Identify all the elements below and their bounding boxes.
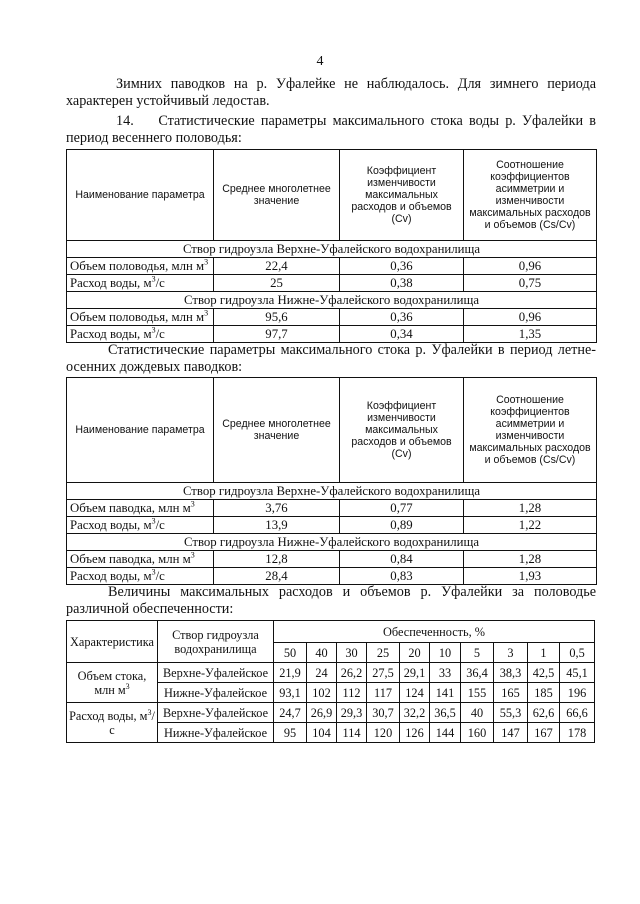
page-number: 4: [316, 54, 324, 69]
cell-cs-cv: 0,96: [464, 258, 597, 275]
col-header-probability: Обеспеченность, %: [274, 621, 595, 643]
paragraph-winter-floods: Зимних паводков на р. Уфалейке не наблюдалось. Для зимнего периода характерен устойчивый ледостав.: [66, 76, 596, 109]
value-cell: 40: [461, 703, 494, 723]
site-lower: Нижне-Уфалейское: [158, 683, 274, 703]
cell-cs-cv: 0,75: [464, 275, 597, 292]
row-label: Расход воды, $м^3/с$: [67, 275, 214, 292]
col-header-param: Наименование параметра: [67, 150, 214, 241]
prob-cell: 1: [528, 643, 560, 663]
value-cell: 147: [494, 723, 528, 743]
table-row: [67, 275, 597, 292]
cell-cv: 0,34: [340, 326, 464, 343]
section-lower-ufaley: Створ гидроузла Нижне-Уфалейского водохранилища: [67, 292, 597, 309]
row-label: Расход воды, $м^3/с$: [67, 326, 214, 343]
cell-mean: 22,4: [214, 258, 340, 275]
cell-cv: 0,84: [340, 551, 464, 568]
spring-flood-params-table: [66, 149, 597, 343]
prob-cell: 30: [337, 643, 367, 663]
col-header-site: Створ гидроузла водохранилища: [158, 621, 274, 663]
cell-cv: 0,36: [340, 258, 464, 275]
prob-cell: 40: [307, 643, 337, 663]
table-row: [67, 703, 595, 723]
value-cell: 178: [560, 723, 595, 743]
row-label: Расход воды, $м^3/с$: [67, 517, 214, 534]
value-cell: 126: [400, 723, 430, 743]
row-label-volume: Объем стока, млн $м^3$: [67, 663, 158, 703]
value-cell: 27,5: [367, 663, 400, 683]
value-cell: 93,1: [274, 683, 307, 703]
value-cell: 141: [430, 683, 461, 703]
value-cell: 24: [307, 663, 337, 683]
cell-cs-cv: 1,22: [464, 517, 597, 534]
value-cell: 112: [337, 683, 367, 703]
cell-cv: 0,83: [340, 568, 464, 585]
value-cell: 160: [461, 723, 494, 743]
cell-mean: 97,7: [214, 326, 340, 343]
value-cell: 36,4: [461, 663, 494, 683]
row-label: Объем половодья, млн $м^3$: [67, 309, 214, 326]
cell-cs-cv: 1,28: [464, 551, 597, 568]
table-row: [67, 309, 597, 326]
value-cell: 185: [528, 683, 560, 703]
value-cell: 36,5: [430, 703, 461, 723]
value-cell: 32,2: [400, 703, 430, 723]
value-cell: 21,9: [274, 663, 307, 683]
paragraph-summer-flood-intro: Статистические параметры максимального стока р. Уфалейки в период летне-осенних дождевых паводков:: [66, 342, 596, 375]
row-label: Расход воды, $м^3/с$: [67, 568, 214, 585]
table-row: [67, 258, 597, 275]
value-cell: 120: [367, 723, 400, 743]
section-upper-ufaley: Створ гидроузла Верхне-Уфалейского водохранилища: [67, 241, 597, 258]
value-cell: 117: [367, 683, 400, 703]
prob-cell: 5: [461, 643, 494, 663]
value-cell: 165: [494, 683, 528, 703]
col-header-param: Наименование параметра: [67, 378, 214, 483]
cell-mean: 13,9: [214, 517, 340, 534]
cell-cv: 0,36: [340, 309, 464, 326]
section-upper-ufaley: Створ гидроузла Верхне-Уфалейского водохранилища: [67, 483, 597, 500]
value-cell: 38,3: [494, 663, 528, 683]
value-cell: 55,3: [494, 703, 528, 723]
value-cell: 26,9: [307, 703, 337, 723]
prob-cell: 3: [494, 643, 528, 663]
cell-mean: 95,6: [214, 309, 340, 326]
table-row: [67, 326, 597, 343]
cell-mean: 28,4: [214, 568, 340, 585]
value-cell: 29,1: [400, 663, 430, 683]
site-lower: Нижне-Уфалейское: [158, 723, 274, 743]
table-row: [67, 663, 595, 683]
paragraph-probability-intro: Величины максимальных расходов и объемов р. Уфалейки за половодье различной обеспеченности:: [66, 584, 596, 617]
value-cell: 155: [461, 683, 494, 703]
value-cell: 124: [400, 683, 430, 703]
cell-cs-cv: 0,96: [464, 309, 597, 326]
cell-mean: 3,76: [214, 500, 340, 517]
value-cell: 104: [307, 723, 337, 743]
table-row: [67, 568, 597, 585]
value-cell: 24,7: [274, 703, 307, 723]
probability-table: [66, 620, 595, 743]
prob-cell: 10: [430, 643, 461, 663]
col-header-cv: Коэффициент изменчивости максимальных расходов и объемов (Cv): [340, 378, 464, 483]
value-cell: 114: [337, 723, 367, 743]
paragraph-spring-flood-intro: 14. Статистические параметры максимального стока воды р. Уфалейки в период весеннего половодья:: [66, 113, 596, 146]
table-header-row: [67, 150, 597, 241]
row-label-discharge: Расход воды, $м^3/с$: [67, 703, 158, 743]
prob-cell: 50: [274, 643, 307, 663]
value-cell: 66,6: [560, 703, 595, 723]
value-cell: 29,3: [337, 703, 367, 723]
table-row: [67, 500, 597, 517]
value-cell: 33: [430, 663, 461, 683]
cell-cv: 0,77: [340, 500, 464, 517]
cell-cs-cv: 1,35: [464, 326, 597, 343]
table-row: [67, 551, 597, 568]
prob-cell: 25: [367, 643, 400, 663]
value-cell: 45,1: [560, 663, 595, 683]
summer-flood-params-table: [66, 377, 597, 585]
value-cell: 167: [528, 723, 560, 743]
prob-cell: 0,5: [560, 643, 595, 663]
site-upper: Верхне-Уфалейское: [158, 663, 274, 683]
cell-mean: 25: [214, 275, 340, 292]
col-header-cs-cv: Соотношение коэффициентов асимметрии и изменчивости максимальных расходов и объемов (Cs/Cv): [464, 378, 597, 483]
cell-cs-cv: 1,93: [464, 568, 597, 585]
col-header-mean: Среднее многолетнее значение: [214, 150, 340, 241]
cell-cv: 0,38: [340, 275, 464, 292]
table-row: [67, 517, 597, 534]
value-cell: 30,7: [367, 703, 400, 723]
col-header-characteristic: Характеристика: [67, 621, 158, 663]
value-cell: 102: [307, 683, 337, 703]
value-cell: 144: [430, 723, 461, 743]
value-cell: 26,2: [337, 663, 367, 683]
row-label: Объем паводка, млн $м^3$: [67, 551, 214, 568]
prob-cell: 20: [400, 643, 430, 663]
cell-cs-cv: 1,28: [464, 500, 597, 517]
col-header-cv: Коэффициент изменчивости максимальных расходов и объемов (Cv): [340, 150, 464, 241]
cell-cv: 0,89: [340, 517, 464, 534]
table-header-row: [67, 378, 597, 483]
col-header-mean: Среднее многолетнее значение: [214, 378, 340, 483]
col-header-cs-cv: Соотношение коэффициентов асимметрии и изменчивости максимальных расходов и объемов (Cs/Cv): [464, 150, 597, 241]
section-lower-ufaley: Створ гидроузла Нижне-Уфалейского водохранилища: [67, 534, 597, 551]
value-cell: 62,6: [528, 703, 560, 723]
cell-mean: 12,8: [214, 551, 340, 568]
value-cell: 95: [274, 723, 307, 743]
value-cell: 196: [560, 683, 595, 703]
row-label: Объем паводка, млн $м^3$: [67, 500, 214, 517]
row-label: Объем половодья, млн $м^3$: [67, 258, 214, 275]
site-upper: Верхне-Уфалейское: [158, 703, 274, 723]
value-cell: 42,5: [528, 663, 560, 683]
